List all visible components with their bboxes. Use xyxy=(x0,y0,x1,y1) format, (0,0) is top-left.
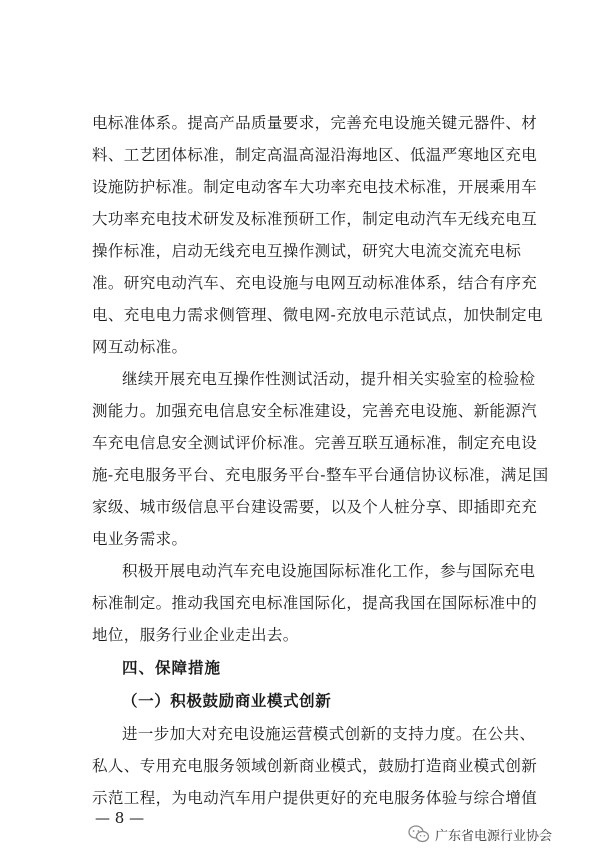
para1-line-3: 设施防护标准。制定电动客车大功率充电技术标准，开展乘用车 xyxy=(92,178,538,196)
para1-line-6: 准。研究电动汽车、充电设施与电网互动标准体系，结合有序充 xyxy=(92,274,538,292)
para1-line-4: 大功率充电技术研发及标准预研工作，制定电动汽车无线充电互 xyxy=(92,210,538,228)
subsection-heading: （一）积极鼓励商业模式创新 xyxy=(122,691,332,710)
para1-line-1: 电标准体系。提高产品质量要求，完善充电设施关键元器件、材 xyxy=(92,114,538,132)
para2-line-2: 测能力。加强充电信息安全标准建设，完善充电设施、新能源汽 xyxy=(92,402,538,420)
para3-line-3: 地位，服务行业企业走出去。 xyxy=(92,626,299,644)
para1-line-7: 电、充电电力需求侧管理、微电网-充放电示范试点，加快制定电 xyxy=(92,306,543,324)
para4-line-1: 进一步加大对充电设施运营模式创新的支持力度。在公共、 xyxy=(122,725,536,743)
para2-line-5: 家级、城市级信息平台建设需要，以及个人桩分享、即插即充充 xyxy=(92,498,538,516)
page-number: — 8 — xyxy=(95,809,145,827)
para1-line-5: 操作标准，启动无线充电互操作测试，研究大电流交流充电标 xyxy=(92,242,522,260)
para2-line-3: 车充电信息安全测试评价标准。完善互联互通标准，制定充电设 xyxy=(92,434,538,452)
para1-line-2: 料、工艺团体标准，制定高温高湿沿海地区、低温严寒地区充电 xyxy=(92,146,538,164)
para2-line-6: 电业务需求。 xyxy=(92,530,188,548)
para2-line-1: 继续开展充电互操作性测试活动，提升相关实验室的检验检 xyxy=(122,370,536,388)
para4-line-3: 示范工程，为电动汽车用户提供更好的充电服务体验与综合增值 xyxy=(92,789,538,807)
watermark xyxy=(408,823,552,845)
para2-line-4: 施-充电服务平台、充电服务平台-整车平台通信协议标准，满足国 xyxy=(92,466,549,484)
para3-line-2: 标准制定。推动我国充电标准国际化，提高我国在国际标准中的 xyxy=(92,594,538,612)
para3-line-1: 积极开展电动汽车充电设施国际标准化工作，参与国际充电 xyxy=(122,562,536,580)
watermark-text: 广东省电源行业协会 xyxy=(435,828,553,844)
para4-line-2: 私人、专用充电服务领域创新商业模式，鼓励打造商业模式创新 xyxy=(92,757,538,775)
wechat-icon xyxy=(408,825,430,843)
section-heading: 四、保障措施 xyxy=(122,659,222,677)
para1-line-8: 网互动标准。 xyxy=(92,338,188,356)
